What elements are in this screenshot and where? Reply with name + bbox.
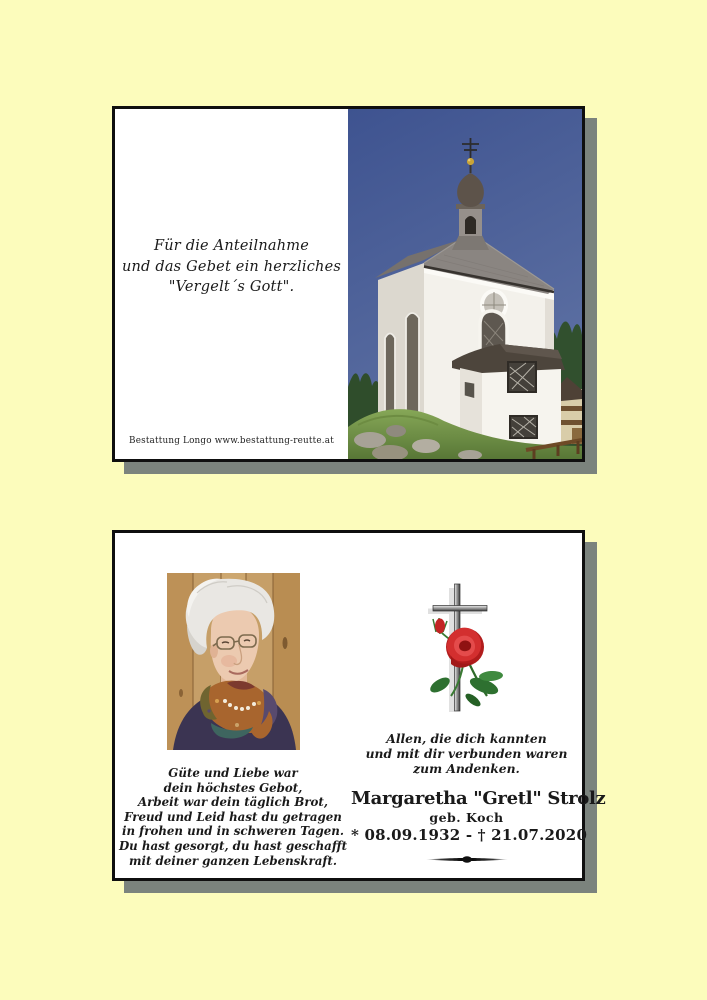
quote-line: und das Gebet ein herzliches [121, 258, 342, 275]
verse-line: Güte und Liebe war [168, 766, 298, 780]
quote-line: Für die Anteilnahme [154, 238, 309, 254]
portrait-photo-frame [167, 573, 300, 750]
thank-you-card-text-pane [115, 109, 348, 459]
dedication-line: Allen, die dich kannten [386, 731, 547, 746]
ornament-divider [426, 855, 508, 864]
memorial-verse [115, 766, 351, 868]
dedication-text [351, 732, 582, 776]
portrait-photo [167, 573, 300, 750]
memorial-card-left-pane [115, 533, 351, 878]
church-photo [348, 109, 582, 459]
ornament-divider-wrap [351, 855, 582, 864]
verse-line: Freud und Leid hast du getragen [124, 809, 342, 824]
verse-line: in frohen und in schweren Tagen. [122, 824, 344, 839]
dedication-line: zum Andenken. [413, 760, 520, 776]
thank-you-card [112, 106, 585, 462]
verse-line: Arbeit war dein täglich Brot, [138, 795, 328, 810]
birth-death-dates: * 08.09.1932 - † 21.07.2020 [351, 826, 588, 844]
memorial-card-right-pane [351, 533, 606, 878]
quote-line: "Vergelt´s Gott". [168, 279, 295, 295]
memorial-card [112, 530, 606, 881]
maiden-name: geb. Koch [429, 810, 504, 825]
cross-rose-frame [427, 580, 505, 717]
verse-line: mit deiner ganzen Lebenskraft. [129, 853, 337, 868]
rose [428, 618, 504, 709]
verse-line: Du hast gesorgt, du hast geschafft [118, 838, 348, 853]
deceased-name: Margaretha "Gretl" Strolz [351, 788, 606, 809]
funeral-home-credit: Bestattung Longo www.bestattung-reutte.at [129, 436, 334, 446]
dedication-line: und mit dir verbunden waren [365, 745, 568, 761]
cross-rose-image [427, 580, 505, 717]
verse-line: dein höchstes Gebot, [163, 780, 303, 795]
thank-you-quote [115, 236, 348, 298]
church-photo-pane [348, 109, 582, 459]
